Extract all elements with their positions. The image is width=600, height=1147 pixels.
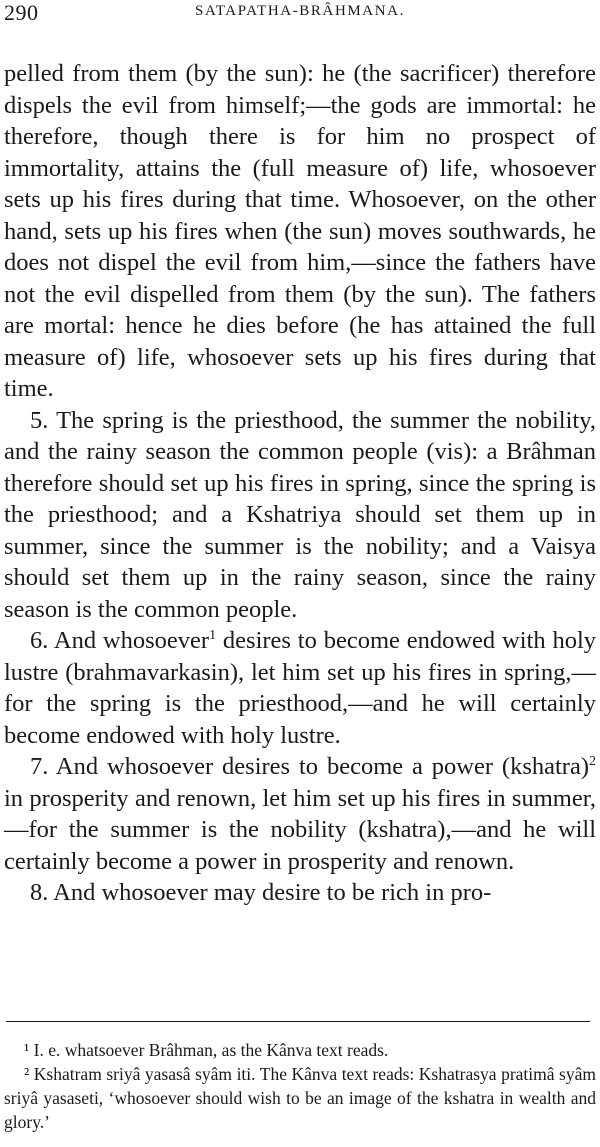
paragraph-6-start: 6. And whosoever xyxy=(30,627,210,654)
paragraph-5: 5. The spring is the priesthood, the summer the nobility, and the rainy season the common people (vis): a Brâhman therefore should set up his fires in spring, since the spring is the priesthood; and a Kshatriya should set them up in summer, since the summer is the nobility; and a Vaisya should set them up in the rainy season, since the rainy season is the common people. xyxy=(4,406,596,623)
paragraph-6 xyxy=(4,625,596,751)
paragraph-7 xyxy=(4,751,596,877)
paragraph-continuation: pelled from them (by the sun): he (the sacrificer) therefore dispels the evil from himself;—the gods are immortal: he therefore, though there is for him no prospect of immortality, attains the (full measure of) life, whosoever sets up his fires during that time. Whosoever, on the other hand, sets up his fires when (the sun) moves southwards, he does not dispel the evil from him,—since the fathers have not the evil dispelled from them (by the sun). The fathers are mortal: hence he dies before (he has attained the full measure of) life, whosoever sets up his fires during that time. xyxy=(4,60,596,402)
footnotes xyxy=(4,1038,596,1134)
page-header xyxy=(4,0,596,26)
running-title: SATAPATHA-BRÂHMANA. xyxy=(195,3,405,19)
paragraph-8: 8. And whosoever may desire to be rich in pro- xyxy=(30,879,492,906)
footnote-2: ² Kshatram sriyâ yasasâ syâm iti. The Kânva text reads: Kshatrasya pratimâ syâm sriyâ yasaseti, ‘whosoever should wish to be an image of the kshatra in wealth and glory.’ xyxy=(4,1064,596,1132)
footnote-ref-2: 2 xyxy=(589,754,596,769)
paragraph-7-rest: in prosperity and renown, let him set up his fires in summer,—for the summer is the nobility (kshatra),—and he will certainly become a power in prosperity and renown. xyxy=(4,784,596,875)
footnote-divider xyxy=(6,1021,590,1022)
footnote-ref-1: 1 xyxy=(209,628,217,643)
paragraph-7-start: 7. And whosoever desires to become a power (kshatra) xyxy=(30,753,589,780)
paragraph-6-rest: desires to become endowed with holy lustre (brahmavarkasin), let him set up his fires in spring,—for the spring is the priesthood,—and he will certainly become endowed with holy lustre. xyxy=(4,627,596,749)
page-number: 290 xyxy=(4,0,39,25)
main-text xyxy=(4,58,596,909)
footnote-1: ¹ I. e. whatsoever Brâhman, as the Kânva text reads. xyxy=(24,1040,389,1060)
